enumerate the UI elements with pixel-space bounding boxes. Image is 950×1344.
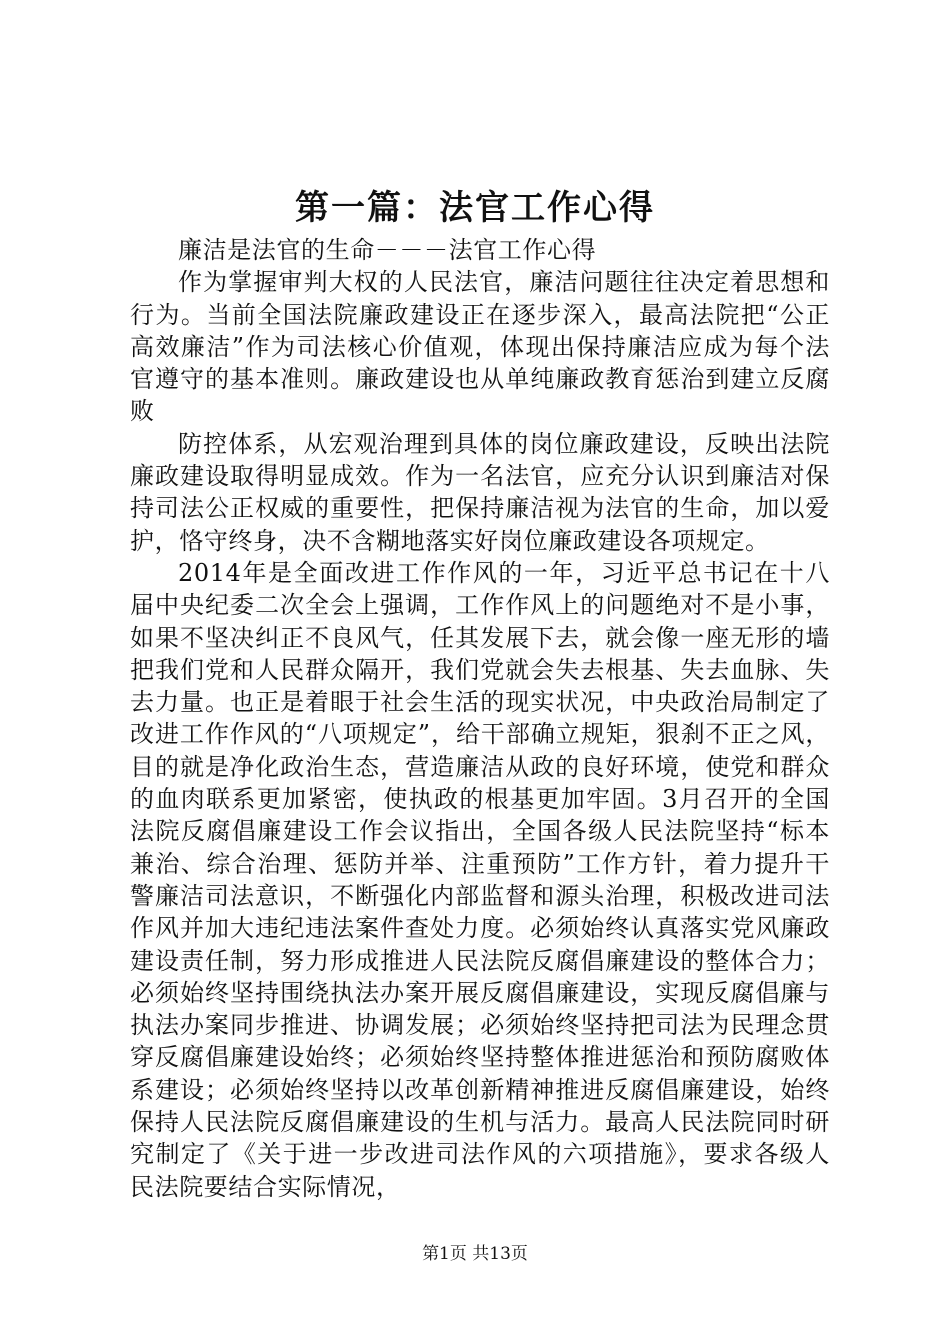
document-title: 第一篇：法官工作心得 [295, 188, 655, 228]
page-footer: 第1页 共13页 [422, 1244, 528, 1264]
paragraph-1: 作为掌握审判大权的人民法官，廉洁问题往往决定着思想和行为。当前全国法院廉政建设正在逐步深入，最高法院把“公正高效廉洁”作为司法核心价值观，体现出保持廉洁应成为每个法官遵守的基本准则。廉政建设也从单纯廉政教育惩治到建立反腐败 [130, 268, 830, 426]
document-body [130, 234, 830, 1203]
paragraph-3: 2014年是全面改进工作作风的一年，习近平总书记在十八届中央纪委二次全会上强调，工作作风上的问题绝对不是小事，如果不坚决纠正不良风气，任其发展下去，就会像一座无形的墙把我们党和人民群众隔开，我们党就会失去根基、失去血脉、失去力量。也正是着眼于社会生活的现实状况，中央政治局制定了改进工作作风的“八项规定”，给干部确立规矩，狠刹不正之风，目的就是净化政治生态，营造廉洁从政的良好环境，使党和群众的血肉联系更加紧密，使执政的根基更加牢固。3月召开的全国法院反腐倡廉建设工作会议指出，全国各级人民法院坚持“标本兼治、综合治理、惩防并举、注重预防”工作方针，着力提升干警廉洁司法意识，不断强化内部监督和源头治理，积极改进司法作风并加大违纪违法案件查处力度。必须始终认真落实党风廉政建设责任制，努力形成推进人民法院反腐倡廉建设的整体合力；必须始终坚持围绕执法办案开展反腐倡廉建设，实现反腐倡廉与执法办案同步推进、协调发展；必须始终坚持把司法为民理念贯穿反腐倡廉建设始终；必须始终坚持整体推进惩治和预防腐败体系建设；必须始终坚持以改革创新精神推进反腐倡廉建设，始终保持人民法院反腐倡廉建设的生机与活力。最高人民法院同时研究制定了《关于进一步改进司法作风的六项措施》，要求各级人民法院要结合实际情况， [130, 558, 830, 1201]
paragraph-2: 防控体系，从宏观治理到具体的岗位廉政建设，反映出法院廉政建设取得明显成效。作为一名法官，应充分认识到廉洁对保持司法公正权威的重要性，把保持廉洁视为法官的生命，加以爱护，恪守终身，决不含糊地落实好岗位廉政建设各项规定。 [130, 429, 830, 555]
paragraph-subtitle: 廉洁是法官的生命－－－法官工作心得 [178, 236, 597, 264]
